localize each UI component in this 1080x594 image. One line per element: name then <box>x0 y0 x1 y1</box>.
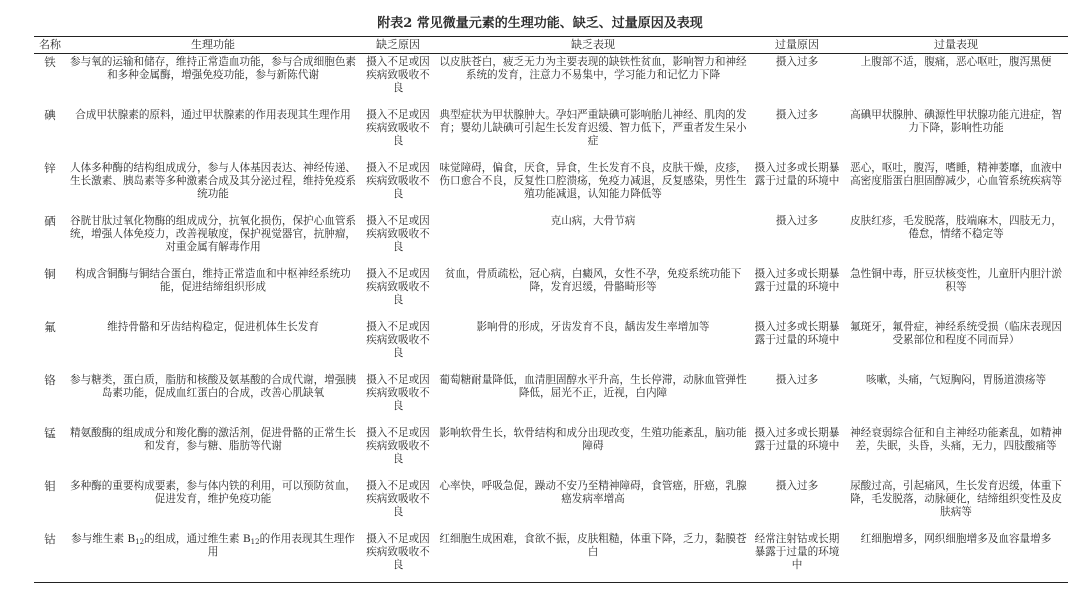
table-row <box>34 531 1068 583</box>
element-name: 硒 <box>44 213 56 228</box>
deficiency-signs-cell: 葡萄糖耐量降低，血清胆固醇水平升高，生长停滞，动脉血管弹性降低，屈光不正，近视，白内障 <box>439 373 747 399</box>
header-deficiency-cause: 缺乏原因 <box>360 37 436 54</box>
deficiency-cause-cell: 摄入不足或因疾病致吸收不良 <box>366 161 430 200</box>
deficiency-cause-cell: 摄入不足或因疾病致吸收不良 <box>366 320 430 359</box>
trace-elements-table <box>34 36 1068 583</box>
function-text-mid: 的组成，通过维生素 B <box>144 532 251 545</box>
deficiency-cause-cell: 摄入不足或因疾病致吸收不良 <box>366 267 430 306</box>
table-header-row <box>34 37 1068 54</box>
excess-signs-cell: 尿酸过高，引起痛风，生长发育迟缓，体重下降，毛发脱落，动脉硬化，结缔组织变性及皮肤病等 <box>850 479 1062 518</box>
function-cell: 参与糖类，蛋白质，脂肪和核酸及氨基酸的合成代谢，增强胰岛素功能，促成血红蛋白的合成，改善心肌缺氧 <box>69 373 357 399</box>
excess-cause-cell: 摄入过多或长期暴露于过量的环境中 <box>754 320 840 346</box>
table-row <box>34 372 1068 425</box>
function-cell: 谷胱甘肽过氧化物酶的组成成分，抗氧化损伤，保护心血管系统，增强人体免疫力，改善视敏度，保护视觉器官，抗肿瘤，对重金属有解毒作用 <box>69 214 357 253</box>
table-row <box>34 478 1068 531</box>
element-name: 氟 <box>44 319 56 334</box>
table-row <box>34 319 1068 372</box>
deficiency-signs-cell: 贫血，骨质疏松，冠心病，白癜风，女性不孕，免疫系统功能下降，发育迟缓，骨骼畸形等 <box>444 267 742 293</box>
deficiency-signs-cell: 克山病，大骨节病 <box>550 214 636 227</box>
excess-signs-cell: 恶心，呕吐，腹泻，嗜睡，精神萎靡，血液中高密度脂蛋白胆固醇减少，心血管系统疾病等 <box>850 161 1062 187</box>
function-text-post: 的作用表现其生理作用 <box>207 532 355 558</box>
excess-cause-cell: 摄入过多或长期暴露于过量的环境中 <box>754 267 840 293</box>
header-excess-cause: 过量原因 <box>750 37 844 54</box>
deficiency-signs-cell: 红细胞生成困难，食欲不振，皮肤粗糙，体重下降，乏力，黏膜苍白 <box>436 531 750 583</box>
deficiency-cause-cell: 摄入不足或因疾病致吸收不良 <box>366 373 430 412</box>
deficiency-cause-cell: 摄入不足或因疾病致吸收不良 <box>366 214 430 253</box>
deficiency-signs-cell: 影响软骨生长，软骨结构和成分出现改变，生殖功能紊乱，脑功能障碍 <box>439 426 747 452</box>
deficiency-signs-cell: 味觉障碍，偏食，厌食，异食，生长发育不良，皮肤干燥，皮疹，伤口愈合不良，反复性口腔溃疡，免疫力减退，反复感染，男性生殖功能减退，认知能力降低等 <box>439 161 747 200</box>
element-name: 铬 <box>44 372 56 387</box>
deficiency-cause-cell: 摄入不足或因疾病致吸收不良 <box>366 426 430 465</box>
header-excess-signs: 过量表现 <box>844 37 1068 54</box>
deficiency-cause-cell: 摄入不足或因疾病致吸收不良 <box>366 56 430 95</box>
excess-signs-cell: 高碘甲状腺肿、碘源性甲状腺功能亢进症，智力下降，影响性功能 <box>850 108 1062 134</box>
excess-cause-cell: 摄入过多 <box>775 373 819 386</box>
excess-signs-cell: 上腹部不适，腹痛，恶心呕吐，腹泻黑便 <box>860 56 1052 68</box>
excess-cause-cell: 摄入过多 <box>775 479 819 492</box>
element-name: 碘 <box>44 107 56 122</box>
function-cell: 合成甲状腺素的原料，通过甲状腺素的作用表现其生理作用 <box>75 108 351 121</box>
function-cell: 多种酶的重要构成要素，参与体内铁的利用，可以预防贫血，促进发育，维护免疫功能 <box>69 479 357 505</box>
table-caption: 附表2 常见微量元素的生理功能、缺乏、过量原因及表现 <box>377 16 703 31</box>
table-row <box>34 54 1068 107</box>
b12-subscript: 12 <box>250 537 260 546</box>
excess-cause-cell: 经常注射钴或长期暴露于过量的环境中 <box>750 531 844 583</box>
element-name: 钴 <box>34 531 66 583</box>
b12-subscript: 12 <box>135 537 145 546</box>
excess-cause-cell: 摄入过多 <box>775 56 819 68</box>
excess-signs-cell: 红细胞增多，网织细胞增多及血容量增多 <box>844 531 1068 583</box>
function-cell: 参与氧的运输和储存，维持正常造血功能，参与合成细胞色素和多种金属酶，增强免疫功能，参与新陈代谢 <box>69 56 357 82</box>
header-function: 生理功能 <box>66 37 360 54</box>
deficiency-cause-cell: 摄入不足或因疾病致吸收不良 <box>366 479 430 518</box>
table-row <box>34 160 1068 213</box>
excess-signs-cell: 氟斑牙，氟骨症，神经系统受损（临床表现因受累部位和程度不同而异） <box>850 320 1062 346</box>
deficiency-signs-cell: 影响骨的形成，牙齿发育不良，龋齿发生率增加等 <box>476 320 710 333</box>
function-cell <box>66 531 360 583</box>
deficiency-signs-cell: 以皮肤苍白，疲乏无力为主要表现的缺铁性贫血，影响智力和神经系统的发育，注意力不易集中，学习能力和记忆力下降 <box>439 56 747 82</box>
element-name: 锰 <box>44 425 56 440</box>
deficiency-cause-cell: 摄入不足或因疾病致吸收不良 <box>360 531 436 583</box>
element-name: 铁 <box>44 55 56 69</box>
excess-signs-cell: 急性铜中毒，肝豆状核变性，儿童肝内胆汁淤积等 <box>850 267 1062 293</box>
function-text-pre: 参与维生素 B <box>71 532 136 545</box>
deficiency-signs-cell: 典型症状为甲状腺肿大。孕妇严重缺碘可影响胎儿神经、肌肉的发育；婴幼儿缺碘可引起生长发育迟缓、智力低下，严重者发生呆小症 <box>439 108 747 147</box>
header-name: 名称 <box>34 37 66 54</box>
element-name: 铜 <box>44 266 56 281</box>
excess-cause-cell: 摄入过多 <box>775 214 819 227</box>
excess-signs-cell: 皮肤红疹，毛发脱落，肢端麻木，四肢无力，倦怠，情绪不稳定等 <box>850 214 1062 240</box>
excess-cause-cell: 摄入过多 <box>775 108 819 121</box>
table-row <box>34 213 1068 266</box>
element-name: 锌 <box>44 160 56 175</box>
excess-cause-cell: 摄入过多或长期暴露于过量的环境中 <box>754 161 840 187</box>
table-row <box>34 266 1068 319</box>
excess-cause-cell: 摄入过多或长期暴露于过量的环境中 <box>754 426 840 452</box>
excess-signs-cell: 神经衰弱综合征和自主神经功能紊乱，如精神差，失眠，头昏，头痛，无力，四肢酸痛等 <box>850 426 1062 452</box>
function-cell: 人体多种酶的结构组成成分，参与人体基因表达、神经传递、生长激素、胰岛素等多种激素合成及其分泌过程，维持免疫系统功能 <box>69 161 357 200</box>
function-cell: 构成含铜酶与铜结合蛋白，维持正常造血和中枢神经系统功能，促进结缔组织形成 <box>75 267 351 293</box>
element-name: 钼 <box>44 478 56 493</box>
deficiency-cause-cell: 摄入不足或因疾病致吸收不良 <box>366 108 430 147</box>
function-cell: 精氨酸酶的组成成分和羧化酶的激活剂，促进骨骼的正常生长和发育，参与糖、脂肪等代谢 <box>69 426 357 452</box>
header-deficiency-signs: 缺乏表现 <box>436 37 750 54</box>
function-cell: 维持骨骼和牙齿结构稳定，促进机体生长发育 <box>107 320 319 333</box>
table-row <box>34 107 1068 160</box>
table-row <box>34 425 1068 478</box>
excess-signs-cell: 咳嗽，头痛，气短胸闷，胃肠道溃疡等 <box>865 373 1047 386</box>
deficiency-signs-cell: 心率快，呼吸急促，躁动不安乃至精神障碍，食管癌，肝癌，乳腺癌发病率增高 <box>439 479 747 505</box>
